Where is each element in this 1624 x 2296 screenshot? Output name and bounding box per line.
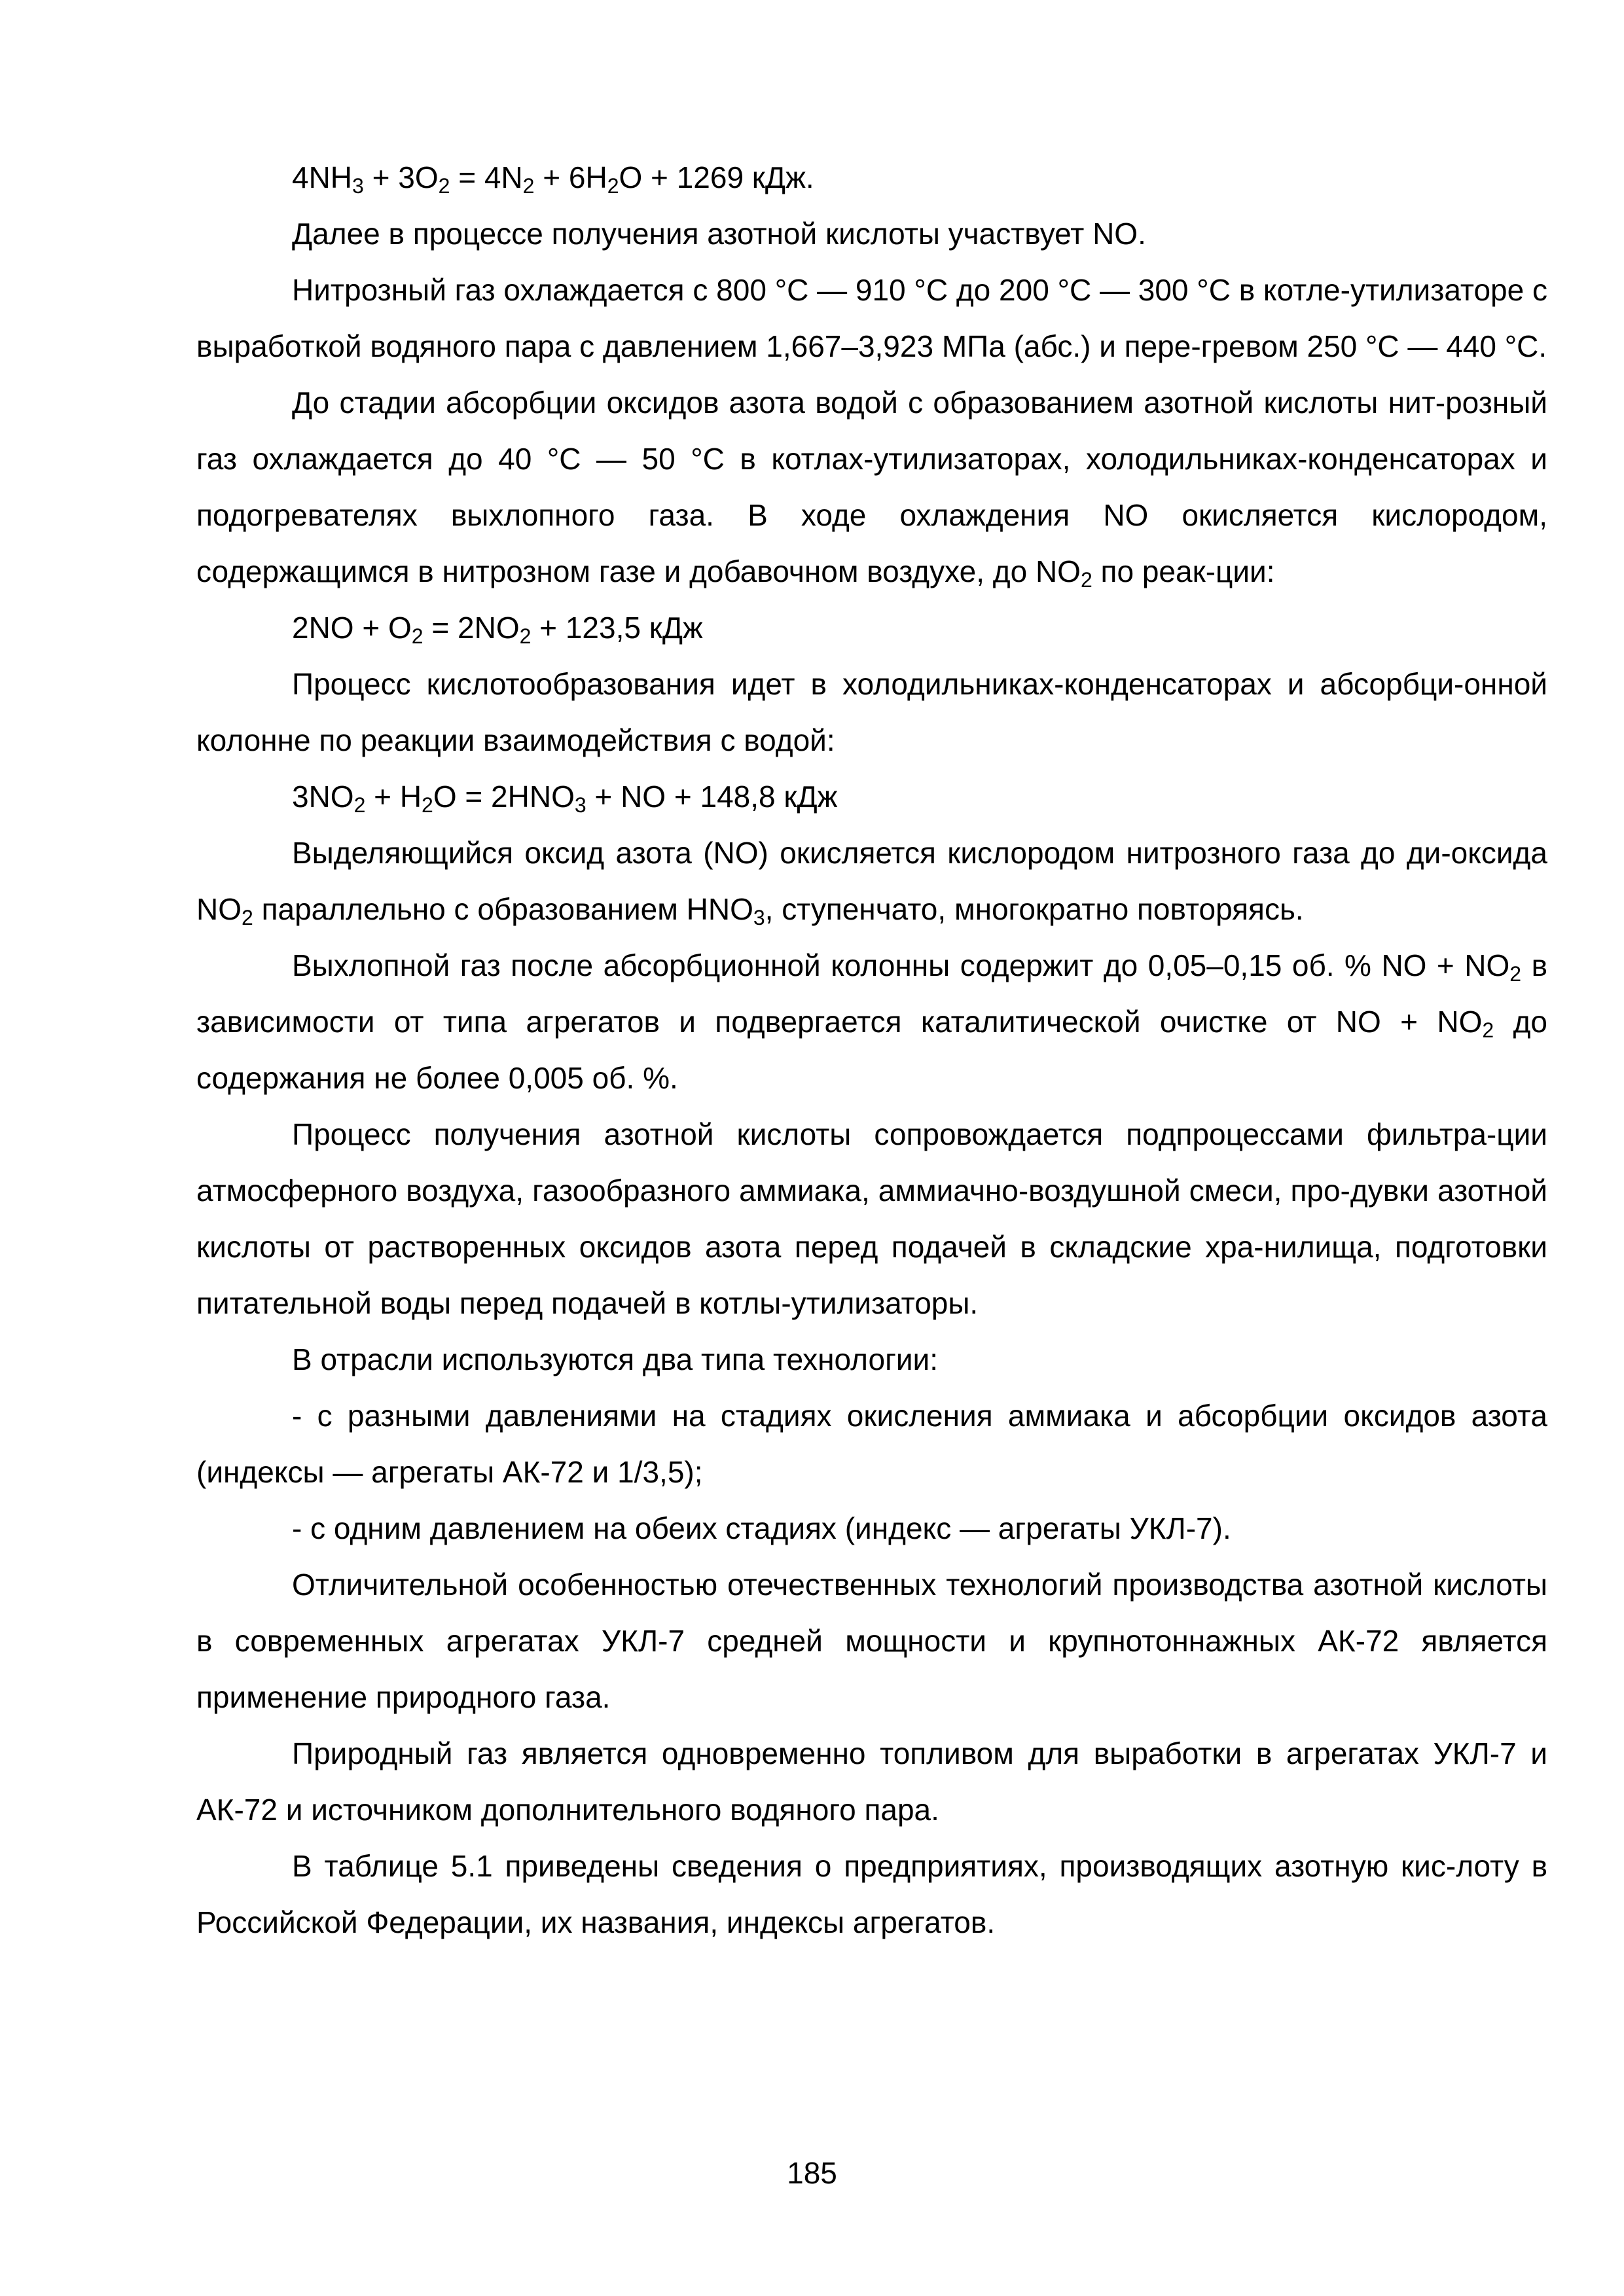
paragraph-natural-gas-feature — [196, 1556, 1547, 1725]
eq3-text-3: O = 2HNO — [433, 780, 575, 814]
p5-text-3: , ступенчато, многократно повторяясь. — [765, 892, 1304, 926]
p8-text: В отрасли используются два типа технологии: — [292, 1342, 939, 1376]
eq1-sub-1: 3 — [352, 174, 364, 198]
eq2-sub-1: 2 — [411, 624, 424, 648]
p9-text: - с разными давлениями на стадиях окисления аммиака и абсорбции оксидов азота (индексы — агрегаты АК-72 и 1/3,5); — [196, 1399, 1547, 1489]
eq2-text-2: = 2NO — [423, 611, 520, 645]
paragraph-no-participation — [196, 206, 1547, 262]
p3-text-2: по реак-ции: — [1092, 554, 1275, 588]
p6-text-3: до содержания не более 0,005 об. %. — [196, 1005, 1547, 1095]
page-body — [196, 149, 1547, 1950]
paragraph-nitrous-gas-cooling — [196, 262, 1547, 374]
list-item-single-pressure — [196, 1500, 1547, 1556]
p12-text: Природный газ является одновременно топливом для выработки в агрегатах УКЛ-7 и АК-72 и источником дополнительного водяного пара. — [196, 1736, 1547, 1827]
paragraph-absorption-stage — [196, 374, 1547, 600]
eq3-sub-2: 2 — [422, 793, 433, 817]
eq1-text-2: + 3O — [363, 160, 439, 194]
p5-sub-2: 3 — [753, 906, 765, 929]
p13-text: В таблице 5.1 приведены сведения о предприятиях, производящих азотную кис-лоту в Российской Федерации, их названия, индексы агрегатов. — [196, 1849, 1547, 1939]
paragraph-exhaust-gas — [196, 937, 1547, 1106]
paragraph-acid-formation — [196, 656, 1547, 768]
eq1-sub-3: 2 — [522, 174, 535, 198]
eq1-sub-2: 2 — [438, 174, 450, 198]
p3-sub-1: 2 — [1080, 568, 1092, 592]
eq1-sub-4: 2 — [607, 174, 619, 198]
eq1-text-4: + 6H — [534, 160, 607, 194]
p6-text-2: в зависимости от типа агрегатов и подвергается каталитической очистке от NO + NO — [196, 948, 1548, 1039]
eq3-sub-1: 2 — [353, 793, 366, 817]
p3-text-1: До стадии абсорбции оксидов азота водой с образованием азотной кислоты нит-розный газ охлаждается до 40 °С — 50 °С в котлах-утилизаторах, холодильниках-конденсаторах и подогревателях выхлопного газа. В ходе охлаждения NO окисляется кислородом, содержащимся в нитрозном газе и добавочном воздухе, до NO — [196, 386, 1547, 588]
p6-sub-2: 2 — [1482, 1018, 1494, 1042]
equation-nitric-acid-formation — [196, 768, 1547, 825]
paragraph-table-reference — [196, 1838, 1547, 1950]
page-number: 185 — [787, 2156, 837, 2190]
p5-sub-1: 2 — [242, 906, 253, 929]
eq3-text-4: + NO + 148,8 кДж — [586, 780, 838, 814]
eq2-text-1: 2NO + O — [292, 611, 412, 645]
paragraph-no-reoxidation — [196, 825, 1547, 937]
equation-ammonia-oxidation — [196, 149, 1547, 206]
eq1-text-3: = 4N — [450, 160, 523, 194]
p2-text: Нитрозный газ охлаждается с 800 °С — 910 °С до 200 °С — 300 °С в котле-утилизаторе с выработкой водяного пара с давлением 1,667–3,923 МПа (абс.) и пере-гревом 250 °С — 440 °С. — [196, 273, 1547, 363]
eq2-sub-2: 2 — [519, 624, 532, 648]
p7-text: Процесс получения азотной кислоты сопровождается подпроцессами фильтра-ции атмосферного воздуха, газообразного аммиака, аммиачно-воздушной смеси, про-дувки азотной кислоты от растворенных оксидов азота перед подачей в складские хра-нилища, подготовки питательной воды перед подачей в котлы-утилизаторы. — [196, 1117, 1547, 1320]
eq1-text-1: 4NH — [292, 160, 353, 194]
list-item-different-pressures — [196, 1388, 1547, 1500]
paragraph-technology-types — [196, 1331, 1547, 1388]
eq3-text-2: + H — [365, 780, 422, 814]
p5-text-1: Выделяющийся оксид азота (NO) окисляется кислородом нитрозного газа до ди-оксида NO — [196, 836, 1547, 926]
eq2-text-3: + 123,5 кДж — [531, 611, 703, 645]
eq3-sub-3: 3 — [574, 793, 586, 817]
eq3-text-1: 3NO — [292, 780, 354, 814]
p5-text-2: параллельно с образованием HNO — [253, 892, 753, 926]
p10-text: - с одним давлением на обеих стадиях (индекс — агрегаты УКЛ-7). — [292, 1511, 1231, 1545]
eq1-text-5: O + 1269 кДж. — [619, 160, 814, 194]
p11-text: Отличительной особенностью отечественных технологий производства азотной кислоты в современных агрегатах УКЛ-7 средней мощности и крупнотоннажных АК-72 является применение природного газа. — [196, 1568, 1547, 1714]
paragraph-subprocesses — [196, 1106, 1547, 1331]
p4-text: Процесс кислотообразования идет в холодильниках-конденсаторах и абсорбци-онной колонне по реакции взаимодействия с водой: — [196, 667, 1547, 757]
equation-no-oxidation — [196, 600, 1547, 656]
p6-sub-1: 2 — [1509, 962, 1522, 986]
p1-text: Далее в процессе получения азотной кислоты участвует NO. — [292, 217, 1146, 251]
p6-text-1: Выхлопной газ после абсорбционной колонны содержит до 0,05–0,15 об. % NO + NO — [292, 948, 1510, 982]
paragraph-natural-gas-fuel — [196, 1725, 1547, 1838]
